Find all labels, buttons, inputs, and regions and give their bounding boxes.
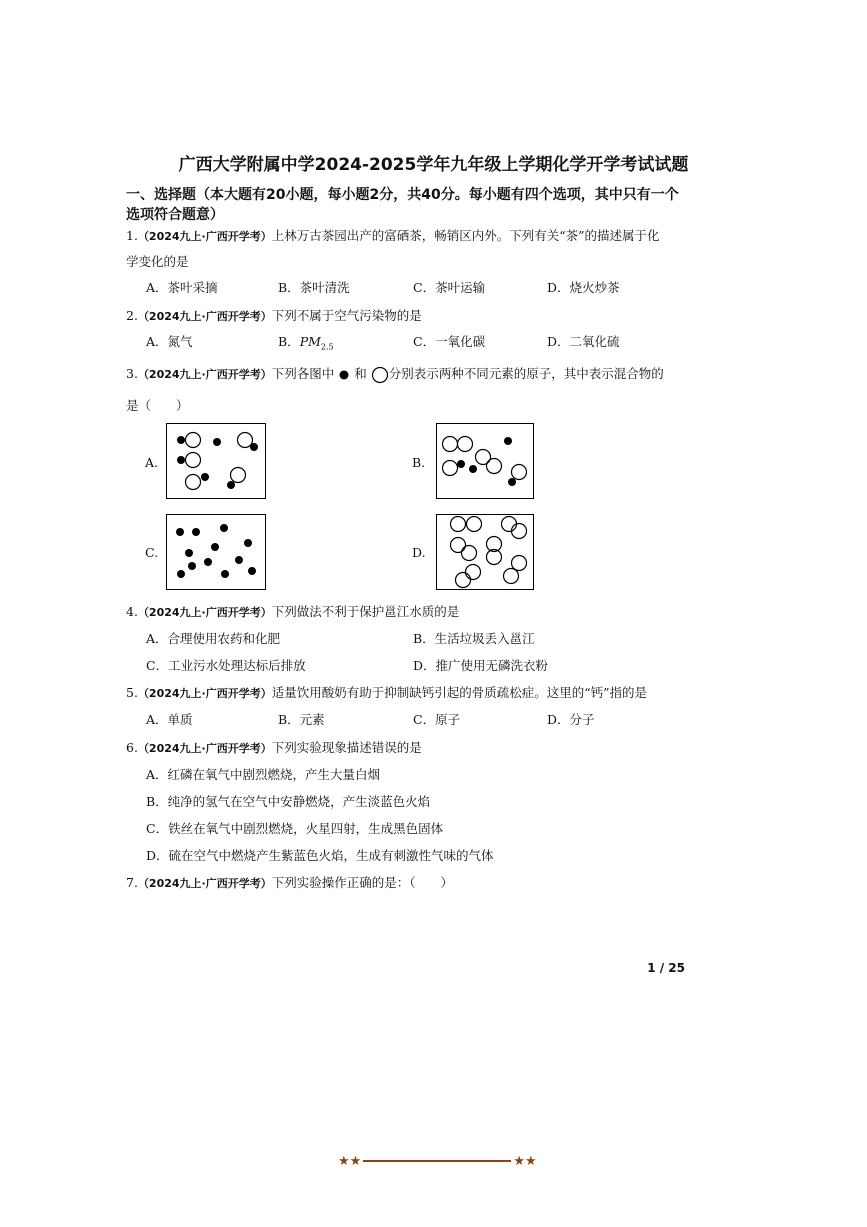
q1-option-a: A．茶叶采摘	[146, 280, 218, 295]
question-text-c: 分别表示两种不同元素的原子，其中表示混合物的	[388, 366, 664, 381]
q1-option-b: B．茶叶清洗	[278, 280, 350, 295]
question-text: 下列实验操作正确的是：（ ）	[271, 875, 453, 890]
question-text: 适量饮用酸奶有助于抑制缺钙引起的骨质疏松症。这里的“钙”指的是	[271, 685, 648, 700]
question-text: 下列做法不利于保护邕江水质的是	[271, 604, 460, 619]
option-label: B．	[278, 334, 300, 349]
question-1	[126, 226, 660, 244]
question-6	[126, 738, 422, 756]
question-source: （2024九上·广西开学考）	[137, 368, 272, 381]
question-1-text-line2: 学变化的是	[126, 254, 189, 269]
question-4	[126, 602, 459, 620]
question-number: 3.	[126, 366, 138, 381]
q5-option-a: A．单质	[146, 712, 193, 727]
q3-diagram-d	[436, 514, 534, 590]
q4-option-c: C．工业污水处理达标后排放	[146, 658, 306, 673]
q4-option-d: D．推广使用无磷洗衣粉	[413, 658, 549, 673]
pm-subscript: 2.5	[320, 342, 334, 352]
footer-decoration	[338, 1150, 537, 1169]
page-title: 广西大学附属中学2024-2025学年九年级上学期化学开学考试试题	[178, 155, 689, 175]
question-text: 下列实验现象描述错误的是	[271, 740, 422, 755]
question-source: （2024九上·广西开学考）	[137, 606, 272, 619]
pm-formula: PM	[299, 334, 321, 349]
star-icon: ★★	[338, 1154, 362, 1169]
q3-diagram-c	[166, 514, 266, 590]
hollow-atom-icon	[371, 366, 389, 384]
q6-option-c: C．铁丝在氧气中剧烈燃烧，火星四射，生成黑色固体	[146, 821, 444, 836]
question-text: 下列不属于空气污染物的是	[271, 308, 422, 323]
q6-option-a: A．红磷在氧气中剧烈燃烧，产生大量白烟	[146, 767, 381, 782]
question-number: 7.	[126, 875, 138, 890]
question-5	[126, 683, 647, 701]
q4-option-a: A．合理使用农药和化肥	[146, 631, 281, 646]
q1-option-d: D．烧火炒茶	[547, 280, 620, 295]
question-text-b: 和	[354, 366, 367, 381]
question-3-text-line2: 是（ ）	[126, 398, 189, 413]
question-3	[126, 364, 664, 384]
q3-label-a: A.	[145, 455, 159, 470]
q3-label-c: C.	[145, 545, 159, 560]
question-number: 2.	[126, 308, 138, 323]
question-number: 1.	[126, 228, 138, 243]
q4-option-b: B．生活垃圾丢入邕江	[413, 631, 535, 646]
q3-diagram-a	[166, 423, 266, 499]
q3-diagram-b	[436, 423, 534, 499]
question-source: （2024九上·广西开学考）	[137, 687, 272, 700]
q3-label-d: D.	[412, 545, 426, 560]
question-source: （2024九上·广西开学考）	[137, 877, 272, 890]
q5-option-c: C．原子	[413, 712, 461, 727]
star-icon: ★★	[513, 1154, 537, 1169]
question-number: 4.	[126, 604, 138, 619]
question-source: （2024九上·广西开学考）	[137, 742, 272, 755]
question-text: 上林万古茶园出产的富硒茶，畅销区内外。下列有关“茶”的描述属于化	[271, 228, 660, 243]
page-number: 1 / 25	[647, 961, 685, 975]
section-heading-line2: 选项符合题意）	[126, 207, 224, 223]
q6-option-b: B．纯净的氢气在空气中安静燃烧，产生淡蓝色火焰	[146, 794, 431, 809]
q1-option-c: C．茶叶运输	[413, 280, 486, 295]
question-7	[126, 873, 453, 891]
question-source: （2024九上·广西开学考）	[137, 310, 272, 323]
question-number: 6.	[126, 740, 138, 755]
section-heading-line1: 一、选择题（本大题有20小题，每小题2分，共40分。每小题有四个选项，其中只有一个	[126, 187, 679, 203]
footer-divider	[363, 1160, 511, 1162]
q2-option-b	[278, 332, 334, 352]
filled-atom-icon	[338, 369, 350, 381]
q2-option-d: D．二氧化硫	[547, 334, 620, 349]
q6-option-d: D．硫在空气中燃烧产生紫蓝色火焰，生成有刺激性气味的气体	[146, 848, 494, 863]
question-source: （2024九上·广西开学考）	[137, 230, 272, 243]
question-number: 5.	[126, 685, 138, 700]
q2-option-a: A．氮气	[146, 334, 193, 349]
question-2	[126, 306, 422, 324]
question-text-a: 下列各图中	[271, 366, 335, 381]
q3-label-b: B.	[412, 455, 426, 470]
q5-option-b: B．元素	[278, 712, 325, 727]
q5-option-d: D．分子	[547, 712, 595, 727]
q2-option-c: C．一氧化碳	[413, 334, 486, 349]
